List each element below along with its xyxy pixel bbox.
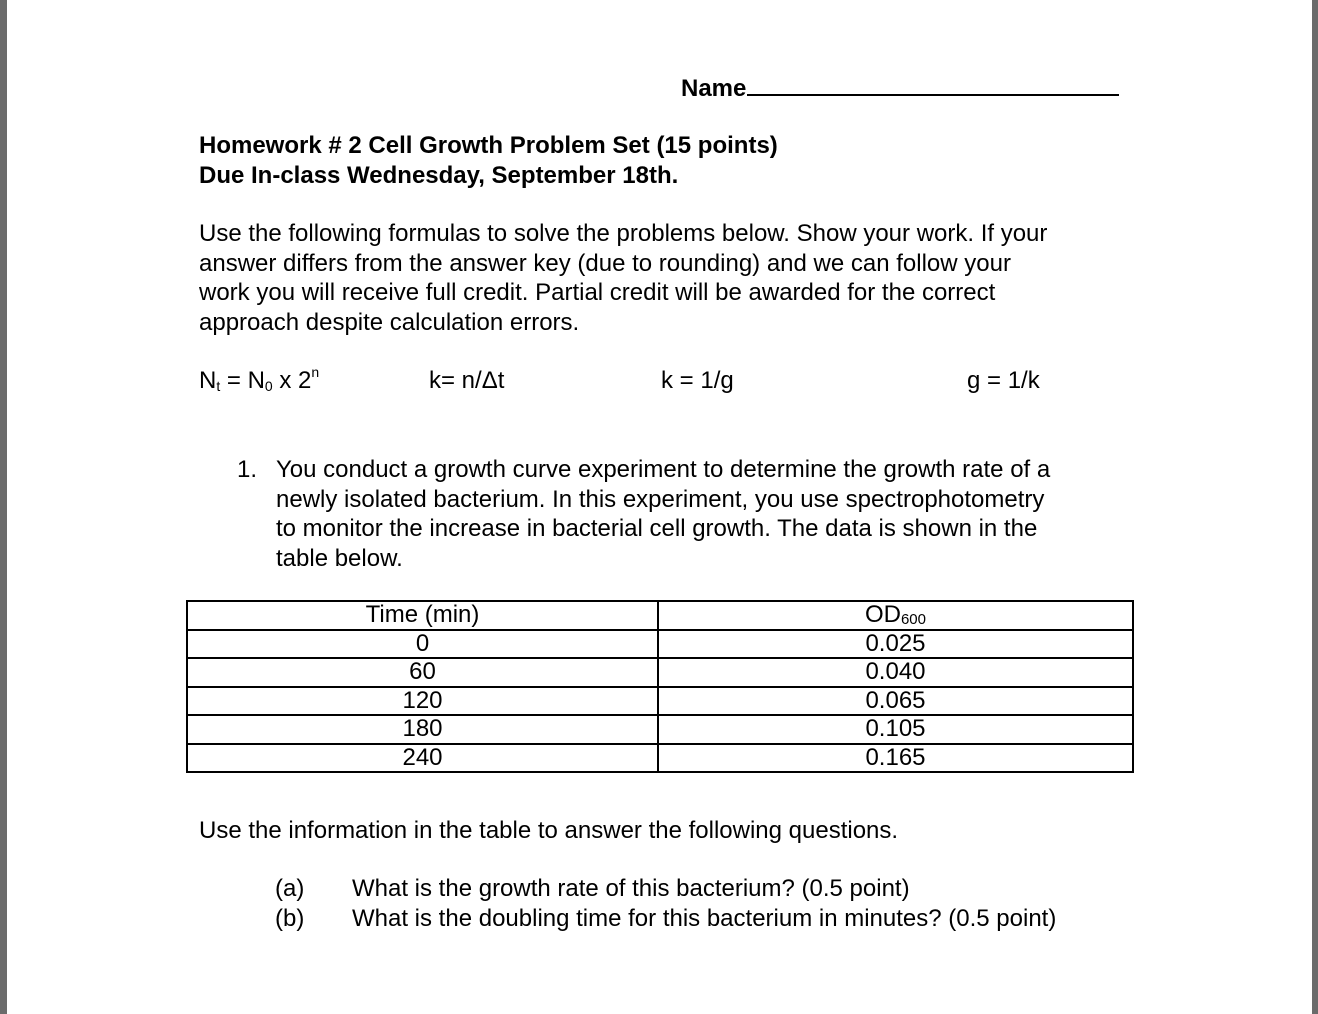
table-row	[187, 687, 1133, 716]
formula-sup-n: n	[311, 364, 320, 380]
header-od	[658, 601, 1133, 630]
growth-data-table	[186, 600, 1134, 773]
instructions-line: work you will receive full credit. Partial credit will be awarded for the correct	[199, 279, 996, 306]
page-title	[199, 131, 778, 190]
instructions-line: approach despite calculation errors.	[199, 308, 580, 336]
instructions-line: answer differs from the answer key (due to rounding) and we can follow your	[199, 249, 1011, 277]
instructions-paragraph	[199, 219, 1119, 337]
formula-k-from-g: k = 1/g	[661, 367, 734, 394]
cell-od: 0.040	[658, 658, 1133, 687]
table-row	[187, 715, 1133, 744]
table-header-row	[187, 601, 1133, 630]
cell-time: 180	[187, 715, 658, 744]
subquestion-b-label: (b)	[275, 905, 305, 932]
cell-time: 240	[187, 744, 658, 773]
right-window-edge	[1312, 0, 1318, 1014]
title-line-1: Homework # 2 Cell Growth Problem Set (15 points)	[199, 132, 778, 159]
left-window-edge	[0, 0, 7, 1014]
formula-sub-t: t	[216, 378, 221, 394]
formula-population	[199, 366, 319, 396]
subquestion-a-text: What is the growth rate of this bacterium? (0.5 point)	[352, 875, 910, 902]
followup-instruction: Use the information in the table to answer the following questions.	[199, 817, 899, 844]
name-underline	[747, 72, 1119, 96]
header-time: Time (min)	[187, 601, 658, 630]
name-field[interactable]	[681, 72, 1119, 103]
title-line-2: Due In-class Wednesday, September 18th.	[199, 161, 679, 189]
header-od-subscript: 600	[900, 611, 926, 629]
table-row	[187, 744, 1133, 773]
formula-n: N	[199, 367, 217, 394]
question-line: table below.	[276, 544, 403, 572]
subquestion-b-text: What is the doubling time for this bacterium in minutes? (0.5 point)	[352, 905, 1057, 932]
cell-od: 0.165	[658, 744, 1133, 773]
table-row	[187, 658, 1133, 687]
cell-time: 60	[187, 658, 658, 687]
formula-growth-rate: k= n/Δt	[429, 367, 505, 394]
formula-g-from-k: g = 1/k	[967, 367, 1040, 394]
formula-times-2: x 2	[272, 367, 312, 394]
name-label: Name	[681, 75, 747, 102]
cell-time: 0	[187, 630, 658, 659]
table-row	[187, 630, 1133, 659]
question-text	[276, 455, 1050, 573]
header-od-text: OD	[864, 601, 901, 629]
question-number: 1.	[237, 456, 258, 483]
question-line: You conduct a growth curve experiment to determine the growth rate of a	[276, 456, 1051, 483]
cell-time: 120	[187, 687, 658, 716]
question-line: to monitor the increase in bacterial cell growth. The data is shown in the	[276, 515, 1038, 542]
cell-od: 0.105	[658, 715, 1133, 744]
formula-sub-0: 0	[264, 378, 273, 394]
subquestion-a-label: (a)	[275, 875, 305, 902]
formula-n0: = N	[220, 367, 265, 394]
question-line: newly isolated bacterium. In this experiment, you use spectrophotometry	[276, 485, 1045, 513]
cell-od: 0.065	[658, 687, 1133, 716]
cell-od: 0.025	[658, 630, 1133, 659]
instructions-line: Use the following formulas to solve the problems below. Show your work. If your	[199, 220, 1048, 247]
